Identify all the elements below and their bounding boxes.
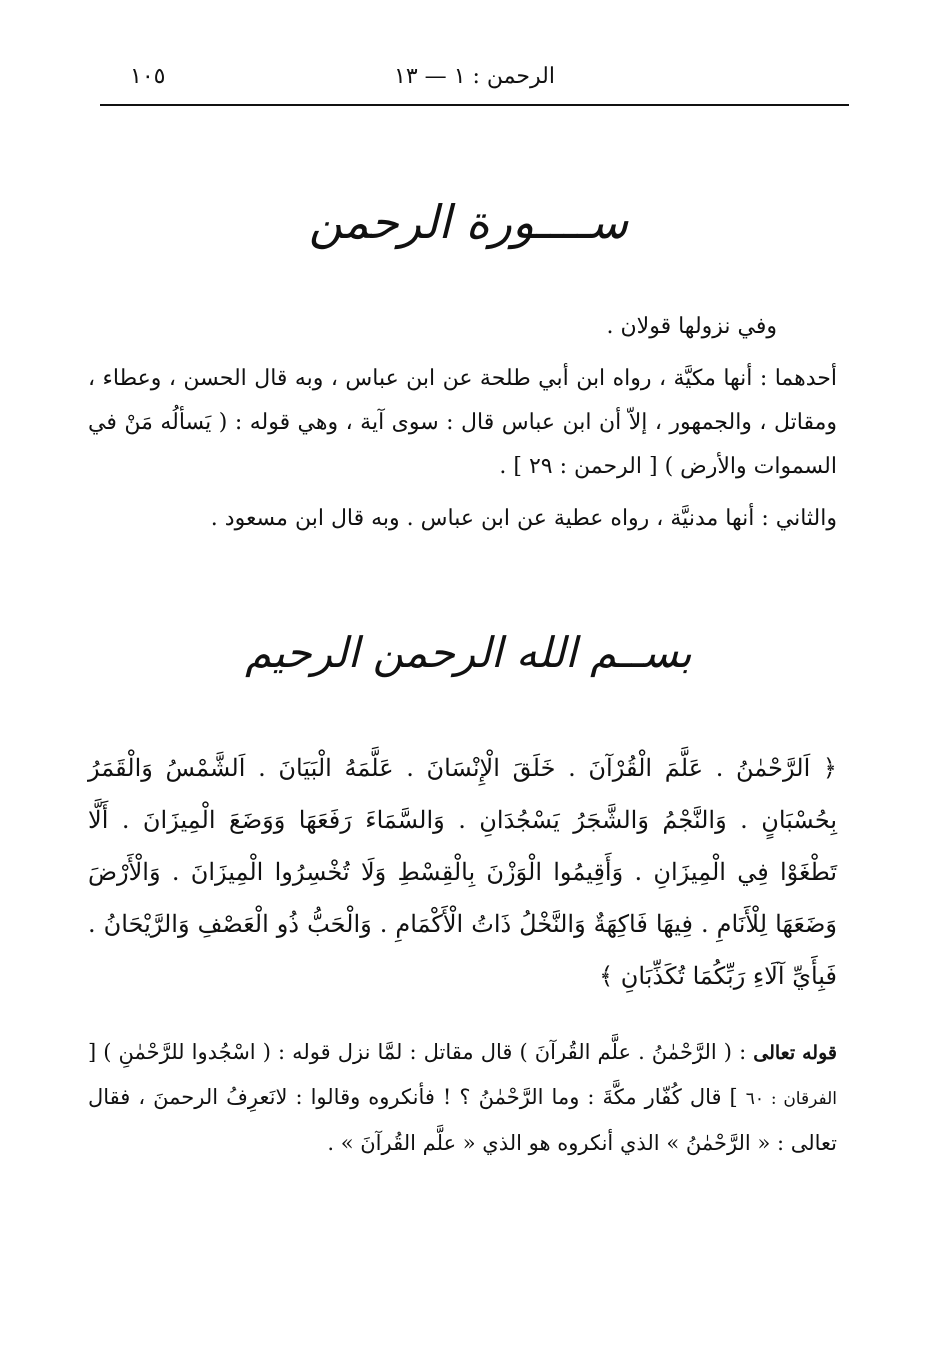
commentary-text-part1: : ( الرَّحْمٰنُ . علَّم القُرآنَ ) قال مقاتل : لمَّا نزل قوله : ( اسْجُدوا للرَّحْمٰنِ ) [ [88,1040,747,1064]
basmala: بســم الله الرحمن الرحيم [245,628,692,677]
commentary-keyword: قوله تعالى [753,1042,837,1064]
commentary-paragraph [88,1030,837,1165]
intro-section [88,305,837,541]
running-header-title: الرحمن : ١ — ١٣ [394,64,555,89]
commentary-section [88,1030,837,1165]
quran-verses: ﴿ اَلرَّحْمٰنُ . عَلَّمَ الْقُرْآنَ . خَلَقَ الْإِنْسَانَ . عَلَّمَهُ الْبَيَانَ . اَلشَّمْسُ وَالْقَمَرُ بِحُسْبَانٍ . وَالنَّجْمُ وَالشَّجَرُ يَسْجُدَانِ . وَالسَّمَاءَ رَفَعَهَا وَوَضَعَ الْمِيزَانَ . أَلَّا تَطْغَوْا فِي الْمِيزَانِ . وَأَقِيمُوا الْوَزْنَ بِالْقِسْطِ وَلَا تُخْسِرُوا الْمِيزَانَ . وَالْأَرْضَ وَضَعَهَا لِلْأَنَامِ . فِيهَا فَاكِهَةٌ وَالنَّخْلُ ذَاتُ الْأَكْمَامِ . وَالْحَبُّ ذُو الْعَصْفِ وَالرَّيْحَانُ . فَبِأَيِّ آلَاءِ رَبِّكُمَا تُكَذِّبَانِ ﴾ [88,754,838,990]
commentary-reference: الفرقان : ٦٠ [745,1089,837,1109]
intro-paragraph-first-opinion: أحدهما : أنها مكيَّة ، رواه ابن أبي طلحة عن ابن عباس ، وبه قال الحسن ، وعطاء ، ومقاتل ، والجمهور ، إلاّ أن ابن عباس قال : سوى آية ، وهي قوله : ( يَسألُه مَنْ في السموات والأرض ) [ الرحمن : ٢٩ ] . [88,366,837,479]
intro-paragraph-second-opinion: والثاني : أنها مدنيَّة ، رواه عطية عن ابن عباس . وبه قال ابن مسعود . [210,506,837,531]
commentary-text-part2: ] قال كُفّار مكَّةَ : وما الرَّحْمٰنُ ؟ ! فأنكروه وقالوا : لانَعرِفُ الرحمنَ ، فقال تعالى : « الرَّحْمٰنُ » الذي أنكروه هو الذي « علَّم القُرآنَ » . [88,1085,837,1155]
intro-lead: وفي نزولها قولان . [606,314,777,339]
surah-title: ســــورة الرحمن [308,195,629,249]
header-rule [100,104,849,106]
running-header [100,58,849,98]
page-number: ١٠٥ [130,64,166,89]
